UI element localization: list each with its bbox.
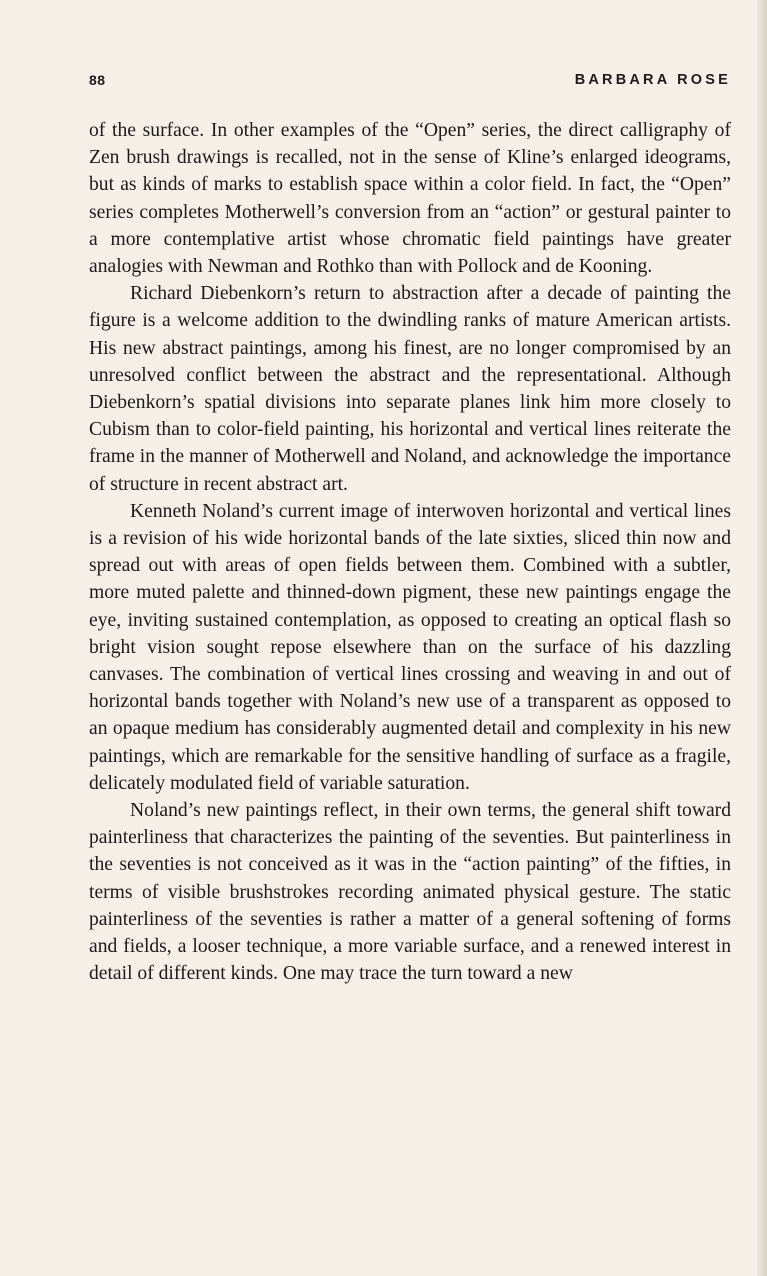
running-head-author: BARBARA ROSE <box>574 72 731 88</box>
paragraph-painterliness: Noland’s new paintings reflect, in their own terms, the general shift toward painterliness that characterizes the painting of the seventies. But painterliness in the seventies is not conceived as it was in the “action painting” of the fifties, in terms of visible brushstrokes recording animated physical gesture. The static painterliness of the seventies is rather a matter of a general softening of forms and fields, a looser technique, a more variable surface, and a renewed interest in detail of different kinds. One may trace the turn toward a new <box>89 800 731 985</box>
body-text <box>89 117 731 988</box>
running-head <box>89 72 731 94</box>
page-number: 88 <box>89 72 106 88</box>
paragraph-noland: Kenneth Noland’s current image of interwoven horizontal and vertical lines is a revision of his wide horizontal bands of the late sixties, sliced thin now and spread out with areas of open fields between them. Combined with a subtler, more muted palette and thinned-down pigment, these new paintings engage the eye, inviting sustained contemplation, as opposed to creating an optical flash so bright vision sought repose elsewhere than on the surface of his dazzling canvases. The combination of vertical lines crossing and weaving in and out of horizontal bands together with Noland’s new use of a transparent as opposed to an opaque medium has considerably augmented detail and complexity in his new paintings, which are remarkable for the sensitive handling of surface as a fragile, delicately modulated field of variable saturation. <box>89 500 731 794</box>
paragraph-motherwell-continued: of the surface. In other examples of the “Open” series, the direct calligraphy of Zen brush drawings is recalled, not in the sense of Kline’s enlarged ideograms, but as kinds of marks to establish space within a color field. In fact, the “Open” series completes Motherwell’s conversion from an “action” or gestural painter to a more contemplative artist whose chromatic field paintings have greater analogies with Newman and Rothko than with Pollock and de Kooning. <box>89 120 731 278</box>
page-edge-shadow <box>757 0 767 1276</box>
paragraph-diebenkorn: Richard Diebenkorn’s return to abstraction after a decade of painting the figure is a welcome addition to the dwindling ranks of mature American artists. His new abstract paintings, among his finest, are no longer compromised by an unresolved conflict between the abstract and the representational. Although Diebenkorn’s spatial divisions into separate planes link him more closely to Cubism than to color-field painting, his horizontal and vertical lines reiterate the frame in the manner of Motherwell and Noland, and acknowledge the importance of structure in recent abstract art. <box>89 283 731 495</box>
